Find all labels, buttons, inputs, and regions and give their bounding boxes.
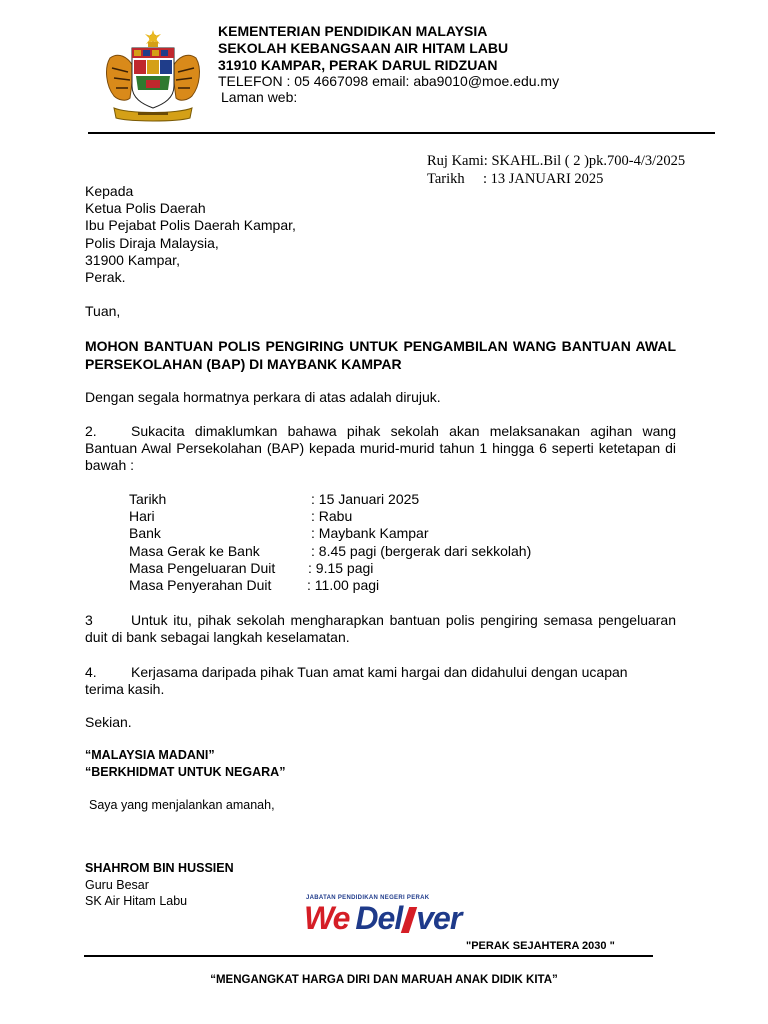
signatory-name: SHAHROM BIN HUSSIEN <box>85 861 234 875</box>
paragraph-4 <box>85 664 660 698</box>
perak-sejahtera-tagline: "PERAK SEJAHTERA 2030 " <box>466 940 615 952</box>
logo-word-del: Del <box>355 900 403 936</box>
intro-paragraph: Dengan segala hormatnya perkara di atas adalah dirujuk. <box>85 389 441 405</box>
signatory-school: SK Air Hitam Labu <box>85 894 188 908</box>
detail-value: : 9.15 pagi <box>308 560 374 576</box>
logo-word-ver: ver <box>416 900 462 936</box>
detail-label: Bank <box>129 525 161 541</box>
reference-number: Ruj Kami: SKAHL.Bil ( 2 )pk.700-4/3/2025 <box>427 153 686 169</box>
paragraph-3 <box>85 612 676 646</box>
detail-value: : 11.00 pagi <box>307 577 380 593</box>
paragraph-number: 3 <box>85 612 93 628</box>
detail-label: Masa Penyerahan Duit <box>129 577 272 593</box>
contact-line: TELEFON : 05 4667098 email: aba9010@moe.edu.my <box>218 73 560 89</box>
footer-divider <box>84 955 653 957</box>
school-name: SEKOLAH KEBANGSAAN AIR HITAM LABU <box>218 40 509 56</box>
logo-slash-icon <box>401 907 417 933</box>
detail-value: : 15 Januari 2025 <box>311 491 420 507</box>
paragraph-number: 2. <box>85 423 97 439</box>
paragraph-text: Sukacita dimaklumkan bahawa pihak sekolah akan melaksanakan agihan wang Bantuan Awal Persekolahan (BAP) kepada murid-murid tahun 1 hingga 6 seperti ketetapan di bawah : <box>85 423 676 473</box>
logo-word-we: We <box>304 900 350 936</box>
website-line: Laman web: <box>221 89 298 105</box>
header-divider <box>88 132 715 134</box>
paragraph-2 <box>85 423 676 474</box>
paragraph-text: Untuk itu, pihak sekolah mengharapkan bantuan polis pengiring semasa pengeluaran duit di bank sebagai langkah keselamatan. <box>85 612 676 645</box>
paragraph-number: 4. <box>85 664 97 680</box>
signatory-title: Guru Besar <box>85 878 149 892</box>
we-deliver-logo <box>304 894 469 940</box>
detail-value: : Rabu <box>311 508 353 524</box>
paragraph-text: Kerjasama daripada pihak Tuan amat kami hargai dan didahului dengan ucapan terima kasih. <box>85 664 628 697</box>
footer-motto: “MENGANGKAT HARGA DIRI DAN MARUAH ANAK DIDIK KITA” <box>210 974 558 986</box>
school-address: 31910 KAMPAR, PERAK DARUL RIDZUAN <box>218 57 498 73</box>
detail-label: Hari <box>129 508 155 524</box>
detail-value: : 8.45 pagi (bergerak dari sekkolah) <box>311 543 532 559</box>
detail-label: Masa Pengeluaran Duit <box>129 560 276 576</box>
detail-label: Tarikh <box>129 491 167 507</box>
recipient-line: 31900 Kampar, <box>85 252 180 268</box>
letter-subject: MOHON BANTUAN POLIS PENGIRING UNTUK PENGAMBILAN WANG BANTUAN AWAL PERSEKOLAHAN (BAP) DI MAYBANK KAMPAR <box>85 338 676 372</box>
ministry-name: KEMENTERIAN PENDIDIKAN MALAYSIA <box>218 23 488 39</box>
detail-label: Masa Gerak ke Bank <box>129 543 260 559</box>
closing: Sekian. <box>85 714 132 730</box>
recipient-line: Polis Diraja Malaysia, <box>85 235 219 251</box>
recipient-line: Ketua Polis Daerah <box>85 200 206 216</box>
logo-department-text: JABATAN PENDIDIKAN NEGERI PERAK <box>306 895 430 901</box>
reference-date <box>427 171 603 188</box>
detail-value: : Maybank Kampar <box>311 525 429 541</box>
salutation: Tuan, <box>85 303 121 319</box>
amanah-line: Saya yang menjalankan amanah, <box>89 798 275 812</box>
coat-of-arms-logo <box>98 28 208 122</box>
slogan-berkhidmat: “BERKHIDMAT UNTUK NEGARA” <box>85 765 286 779</box>
slogan-madani: “MALAYSIA MADANI” <box>85 748 215 762</box>
recipient-line: Perak. <box>85 269 126 285</box>
recipient-line: Kepada <box>85 183 134 199</box>
recipient-line: Ibu Pejabat Polis Daerah Kampar, <box>85 217 296 233</box>
date-value: : 13 JANUARI 2025 <box>483 171 604 187</box>
date-label: Tarikh <box>427 171 465 187</box>
